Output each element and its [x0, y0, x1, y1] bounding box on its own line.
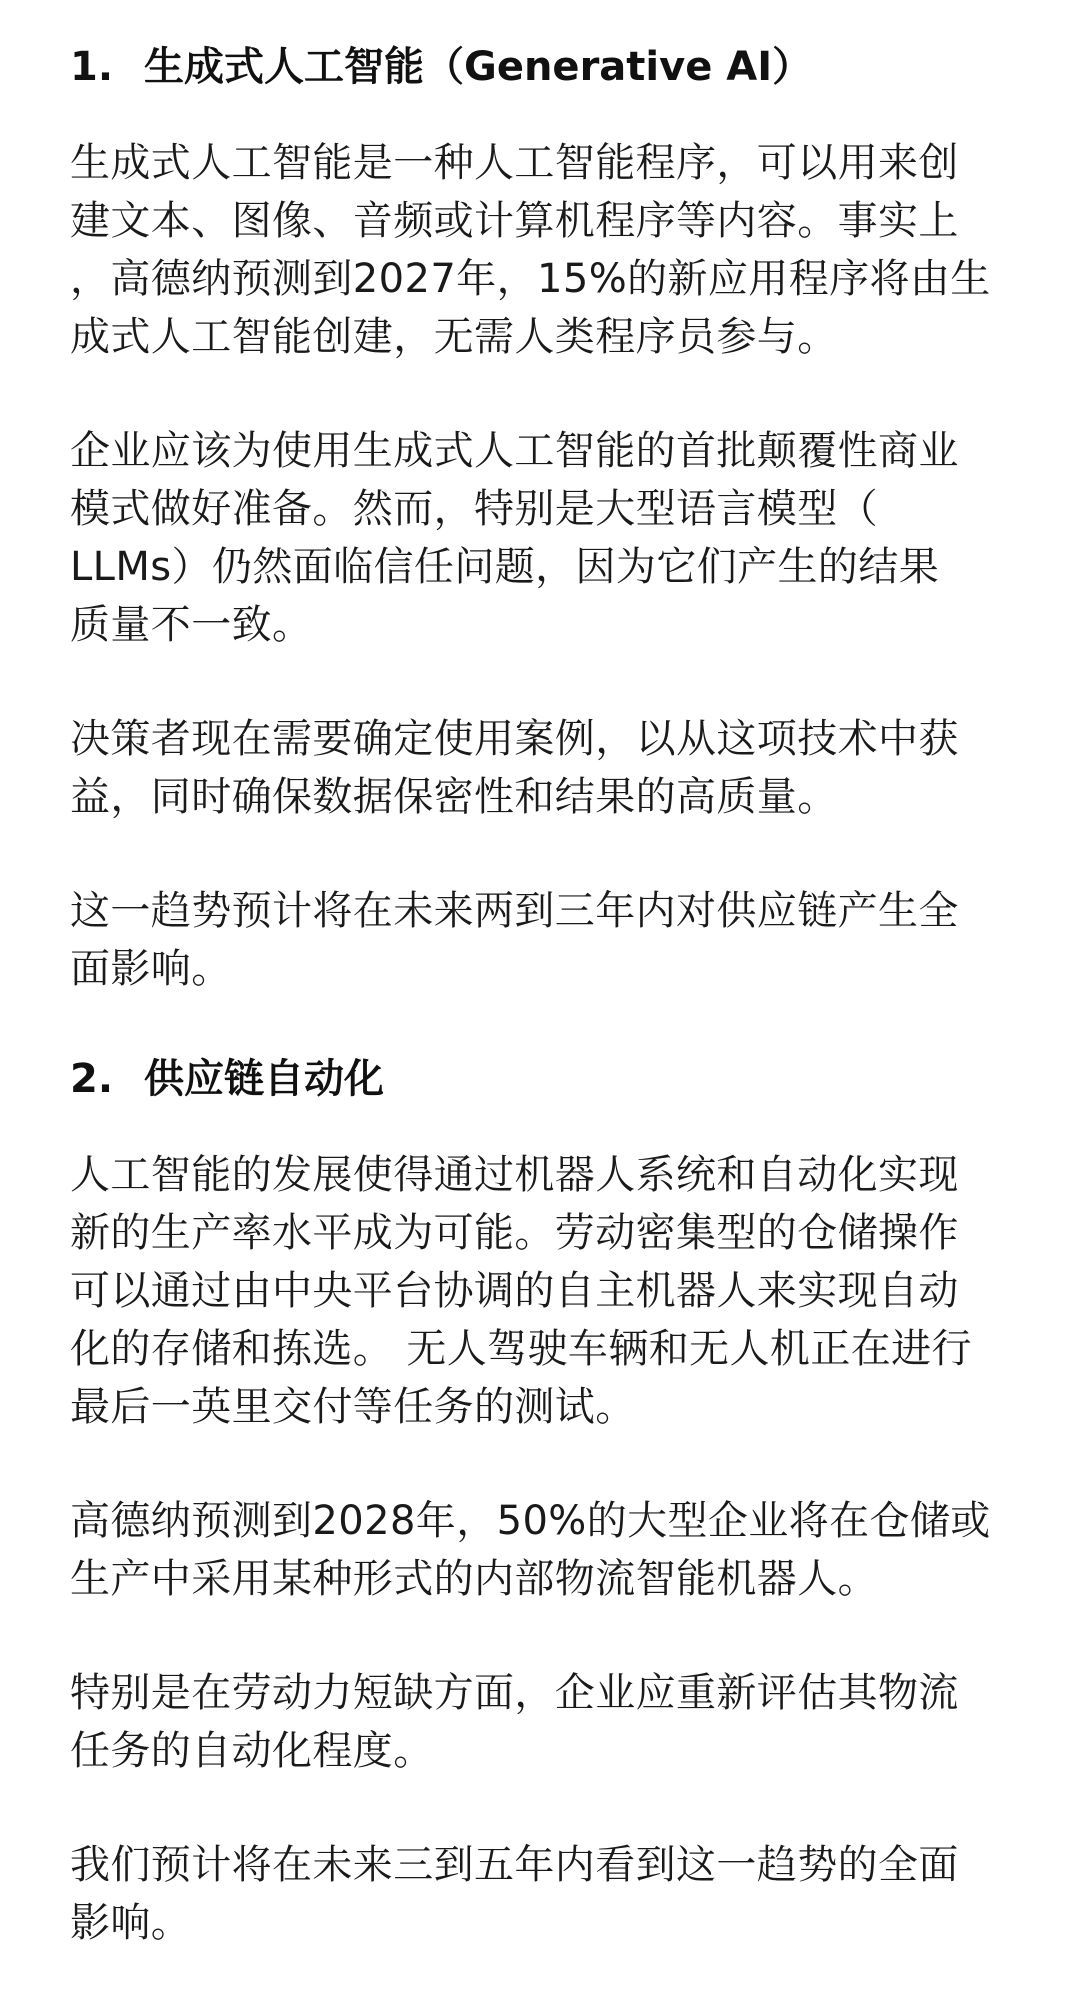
section-number: 2.	[70, 1056, 114, 1102]
paragraph	[70, 134, 1020, 366]
text-line: 最后一英里交付等任务的测试。	[70, 1384, 636, 1430]
paragraph	[70, 1492, 1020, 1608]
text-line: 质量不一致。	[70, 602, 313, 648]
text-line: 我们预计将在未来三到五年内看到这一趋势的全面	[70, 1842, 959, 1888]
section-heading	[70, 34, 1020, 100]
text-line: 高德纳预测到2028年，50%的大型企业将在仓储或	[70, 1498, 991, 1544]
text-line: 生产中采用某种形式的内部物流智能机器人。	[70, 1556, 878, 1602]
section-title: 生成式人工智能（Generative AI）	[144, 44, 813, 90]
text-line: 益，同时确保数据保密性和结果的高质量。	[70, 774, 838, 820]
text-line: 化的存储和拣选。 无人驾驶车辆和无人机正在进行	[70, 1326, 972, 1372]
paragraph	[70, 1146, 1020, 1436]
text-line: 影响。	[70, 1900, 192, 1946]
text-line: 成式人工智能创建，无需人类程序员参与。	[70, 314, 838, 360]
text-line: 企业应该为使用生成式人工智能的首批颠覆性商业	[70, 428, 959, 474]
text-line: 可以通过由中央平台协调的自主机器人来实现自动	[70, 1268, 959, 1314]
text-line: 特别是在劳动力短缺方面，企业应重新评估其物流	[70, 1670, 959, 1716]
paragraph	[70, 1836, 1020, 1952]
section-title: 供应链自动化	[144, 1056, 384, 1102]
section-generative-ai	[70, 34, 1020, 998]
text-line: ，高德纳预测到2027年，15%的新应用程序将由生	[70, 256, 991, 302]
text-line: LLMs）仍然面临信任问题，因为它们产生的结果	[70, 544, 940, 590]
section-heading	[70, 1046, 1020, 1112]
text-line: 人工智能的发展使得通过机器人系统和自动化实现	[70, 1152, 959, 1198]
paragraph	[70, 1664, 1020, 1780]
text-line: 面影响。	[70, 946, 232, 992]
section-number: 1.	[70, 44, 114, 90]
paragraph	[70, 710, 1020, 826]
paragraph	[70, 422, 1020, 654]
text-line: 建文本、图像、音频或计算机程序等内容。事实上	[70, 198, 959, 244]
text-line: 模式做好准备。然而，特别是大型语言模型（	[70, 486, 878, 532]
text-line: 任务的自动化程度。	[70, 1728, 434, 1774]
text-line: 新的生产率水平成为可能。劳动密集型的仓储操作	[70, 1210, 959, 1256]
article-body	[70, 34, 1020, 2008]
text-line: 决策者现在需要确定使用案例，以从这项技术中获	[70, 716, 959, 762]
section-supply-chain-automation	[70, 1046, 1020, 1952]
text-line: 生成式人工智能是一种人工智能程序，可以用来创	[70, 140, 959, 186]
text-line: 这一趋势预计将在未来两到三年内对供应链产生全	[70, 888, 959, 934]
paragraph	[70, 882, 1020, 998]
